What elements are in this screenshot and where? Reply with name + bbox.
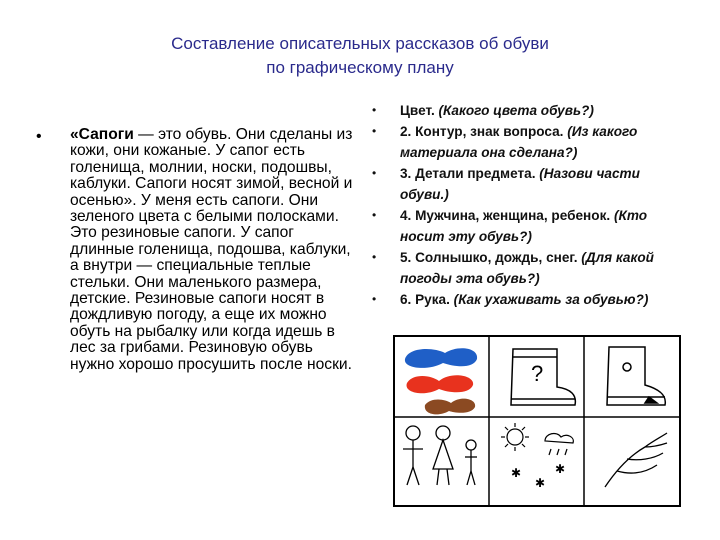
hand-icon — [605, 433, 667, 487]
plan-hint: (Какого цвета обувь?) — [438, 103, 594, 118]
story-text: — это обувь. Они сделаны из кожи, они кожаные. У сапог есть голенища, молнии, носки, подошвы, каблуки. Сапоги носят зимой, весной и осенью». У меня есть сапоги. Они зеленого цвета с белыми полосками. Это резиновые сапоги. У сапог длинные голенища, подошва, каблуки, а внутри — специальные теплые стельки. Они маленького размера, детские. Резиновые сапоги носят в дождливую погоду, а еще их можно обуть на рыбалку или когда идешь в лес за грибами. Резиновую обувь нужно хорошо просушить после носки. — [70, 126, 353, 373]
plan-item — [372, 289, 692, 310]
blue-blob — [405, 348, 477, 368]
plan-label: 2. Контур, знак вопроса. — [400, 124, 568, 139]
people-icon — [403, 426, 477, 485]
color-blobs-icon — [405, 348, 477, 414]
bullet: • — [372, 208, 377, 222]
plan-item — [372, 100, 692, 121]
story-paragraph — [70, 127, 360, 373]
brown-blob — [425, 399, 475, 415]
bullet: • — [372, 292, 377, 306]
red-blob — [407, 375, 474, 393]
bullet: • — [372, 124, 377, 138]
plan-item — [372, 205, 692, 247]
plan-hint: (Назови части обуви.) — [400, 166, 640, 202]
bullet: • — [372, 250, 377, 264]
plan-hint: (Кто носит эту обувь?) — [400, 208, 648, 244]
plan-label: 5. Солнышко, дождь, снег. — [400, 250, 582, 265]
plan-hint: (Для какой погоды эта обувь?) — [400, 250, 654, 286]
plan-hint: (Из какого материала она сделана?) — [400, 124, 638, 160]
boot-details-icon — [607, 347, 665, 405]
story-bold-start: «Сапоги — [70, 126, 134, 143]
svg-text:✱: ✱ — [511, 466, 522, 480]
page-title — [0, 32, 720, 80]
plan-item — [372, 163, 692, 205]
svg-text:✱: ✱ — [555, 462, 566, 476]
plan-item — [372, 121, 692, 163]
svg-text:✱: ✱ — [535, 476, 546, 490]
plan-hint: (Как ухаживать за обувью?) — [453, 292, 649, 307]
boot-outline-icon — [511, 349, 575, 405]
plan-list — [372, 100, 692, 310]
title-line-2: по графическому плану — [266, 58, 454, 77]
graphic-plan-grid — [393, 335, 681, 507]
plan-label: Цвет. — [400, 103, 439, 118]
plan-label: 6. Рука. — [400, 292, 454, 307]
bullet: • — [372, 166, 377, 180]
plan-label: 4. Мужчина, женщина, ребенок. — [400, 208, 614, 223]
plan-label: 3. Детали предмета. — [400, 166, 540, 181]
plan-item — [372, 247, 692, 289]
weather-icon — [501, 423, 573, 490]
graphic-plan-svg — [395, 337, 679, 505]
question-mark-glyph: ? — [531, 361, 544, 386]
left-bullet: • — [36, 128, 42, 145]
title-line-1: Составление описательных рассказов об обуви — [171, 34, 549, 53]
bullet: • — [372, 103, 377, 117]
